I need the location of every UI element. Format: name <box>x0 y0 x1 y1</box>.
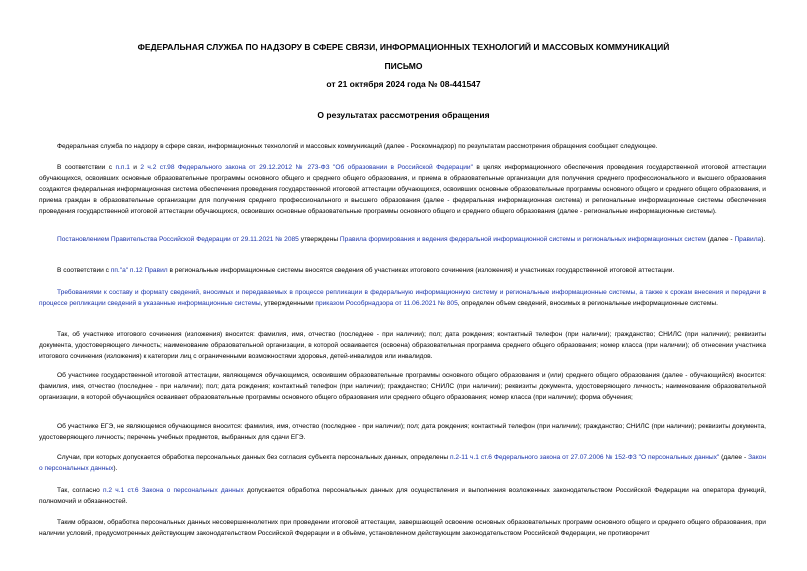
law-link[interactable]: 2 ч.2 ст.98 Федерального закона от 29.12.2012 № 273-ФЗ "Об образовании в Российской Федерации" <box>140 164 473 171</box>
paragraph-text: В соответствии с <box>57 164 116 171</box>
law-link[interactable]: п.п.1 <box>115 164 130 171</box>
paragraph-requirements <box>39 287 766 309</box>
paragraph-text: Случаи, при которых допускается обработка персональных данных без согласия субъекта персональных данных, определены <box>57 454 451 461</box>
law-clause-link[interactable]: п.2 ч.1 ст.6 Закона о персональных данных <box>103 487 244 494</box>
paragraph-text: , утвержденными <box>260 300 316 307</box>
paragraph-essay-participant: Так, об участнике итогового сочинения (изложения) вносится: фамилия, имя, отчество (последнее - при наличии); пол; дата рождения; контактный телефон (при наличии); гражданство; СНИЛС (при наличии); реквизиты документа, удостоверяющего личность; наименование образовательной организации, в которой осваивается (освоена) образовательная программа среднего общего образования; номер класса (при наличии); об отнесении участника итогового сочинения (изложения) к категории лиц с ограниченными возможностями здоровья, детей-инвалидов или инвалидов. <box>39 331 766 360</box>
paragraph-text: ). <box>113 465 118 472</box>
paragraph-conclusion: Таким образом, обработка персональных данных несовершеннолетних при проведении итоговой аттестации, завершающей освоение основных образовательных программ основного общего и среднего общего образования, при наличии условий, предусмотренных действующим законодательством Российской Федерации и в объёме, установленном действующим законодательством Российской Федерации, не противоречит <box>39 519 766 537</box>
rules-short-link[interactable]: Правила <box>734 236 762 243</box>
paragraph-text: , определен объем сведений, вносимых в региональные информационные системы. <box>457 300 718 307</box>
paragraph-intro: Федеральная служба по надзору в сфере связи, информационных технологий и массовых коммуникаций (далее - Роскомнадзор) по результатам рассмотрения обращения сообщает следующее. <box>57 143 658 150</box>
document-subject: О результатах рассмотрения обращения <box>317 110 490 120</box>
rules-clause-link[interactable]: пп."а" п.12 Правил <box>110 267 168 274</box>
paragraph-ege-participant: Об участнике ЕГЭ, не являющемся обучающимся вносится: фамилия, имя, отчество (последнее - при наличии); пол; дата рождения; контактный телефон (при наличии); гражданство; СНИЛС (при наличии); реквизиты документа, удостоверяющего личность; перечень учебных предметов, выбранных для сдачи ЕГЭ. <box>39 423 766 441</box>
paragraph-text: (далее - <box>719 454 749 461</box>
paragraph-text: в целях информационного обеспечения проведения государственной итоговой аттестации обучающихся, освоивших основные образовательные программы основного общего и среднего общего образования, и приема в образовательные организации для получения среднего профессионального и высшего образования создаются федеральная информационная система обеспечения проведения государственной итоговой аттестации обучающихся, освоивших основные образовательные программы основного общего и среднего общего образования, и приема граждан в образовательные организации для получения среднего профессионального и высшего образования (далее - федеральная информационная система) и региональные информационные системы обеспечения проведения государственной итоговой аттестации обучающихся, освоивших основные образовательные программы основного общего и среднего общего образования (далее - региональные информационные системы). <box>39 164 767 215</box>
paragraph-text: (далее - <box>705 236 735 243</box>
paragraph-rules-clause <box>39 265 766 276</box>
paragraph-text: В соответствии с <box>57 267 111 274</box>
document-date-number: от 21 октября 2024 года № 08-441547 <box>326 79 481 89</box>
paragraph-legal-basis <box>39 162 766 217</box>
personal-data-law-short-link[interactable]: Закон о персональных данных <box>39 454 766 472</box>
document-type: ПИСЬМО <box>384 61 423 71</box>
decree-link[interactable]: Постановлением Правительства Российской Федерации от 29.11.2021 № 2085 <box>57 236 299 243</box>
paragraph-government-decree <box>39 234 766 245</box>
requirements-link[interactable]: Требованиями к составу и формату сведений, вносимых и передаваемых в процессе репликации в федеральную информационную систему и региональные информационные системы, а также к срокам внесения и передачи в процессе репликации сведений в указанные информационные системы <box>39 289 766 307</box>
paragraph-operator-functions <box>39 485 766 507</box>
personal-data-law-link[interactable]: п.2-11 ч.1 ст.6 Федерального закона от 27.07.2006 № 152-ФЗ "О персональных данных" <box>450 454 720 461</box>
paragraph-text: Так, согласно <box>57 487 103 494</box>
paragraph-text: допускается обработка персональных данных для осуществления и выполнения возложенных законодательством Российской Федерации на оператора функций, полномочий и обязанностей. <box>39 487 767 505</box>
paragraph-text: и <box>129 164 141 171</box>
rules-link[interactable]: Правила формирования и ведения федеральной информационной системы и региональных информационных систем <box>339 236 706 243</box>
paragraph-text: ). <box>761 236 766 243</box>
paragraph-exam-participant: Об участнике государственной итоговой аттестации, являющемся обучающимся, освоившим образовательные программы основного общего образования и (или) среднего общего образования (далее - обучающийся) вносится: фамилия, имя, отчество (последнее - при наличии); пол; дата рождения; контактный телефон (при наличии); гражданство; СНИЛС (при наличии); реквизиты документа, удостоверяющего личность; наименование образовательной организации, в которой обучающийся осваивает образовательные программы основного общего образования или среднего общего образования; номер класса (при наличии); форма обучения; <box>39 372 766 401</box>
order-link[interactable]: приказом Рособрнадзора от 11.06.2021 № 805 <box>315 300 458 307</box>
paragraph-no-consent-cases <box>39 452 766 474</box>
paragraph-text: утверждены <box>298 236 340 243</box>
paragraph-text: в региональные информационные системы вносятся сведения об участниках итогового сочинения (изложения) и участниках государственной итоговой аттестации. <box>167 267 675 274</box>
agency-title: ФЕДЕРАЛЬНАЯ СЛУЖБА ПО НАДЗОРУ В СФЕРЕ СВЯЗИ, ИНФОРМАЦИОННЫХ ТЕХНОЛОГИЙ И МАССОВЫХ КОММУНИКАЦИЙ <box>137 42 670 52</box>
